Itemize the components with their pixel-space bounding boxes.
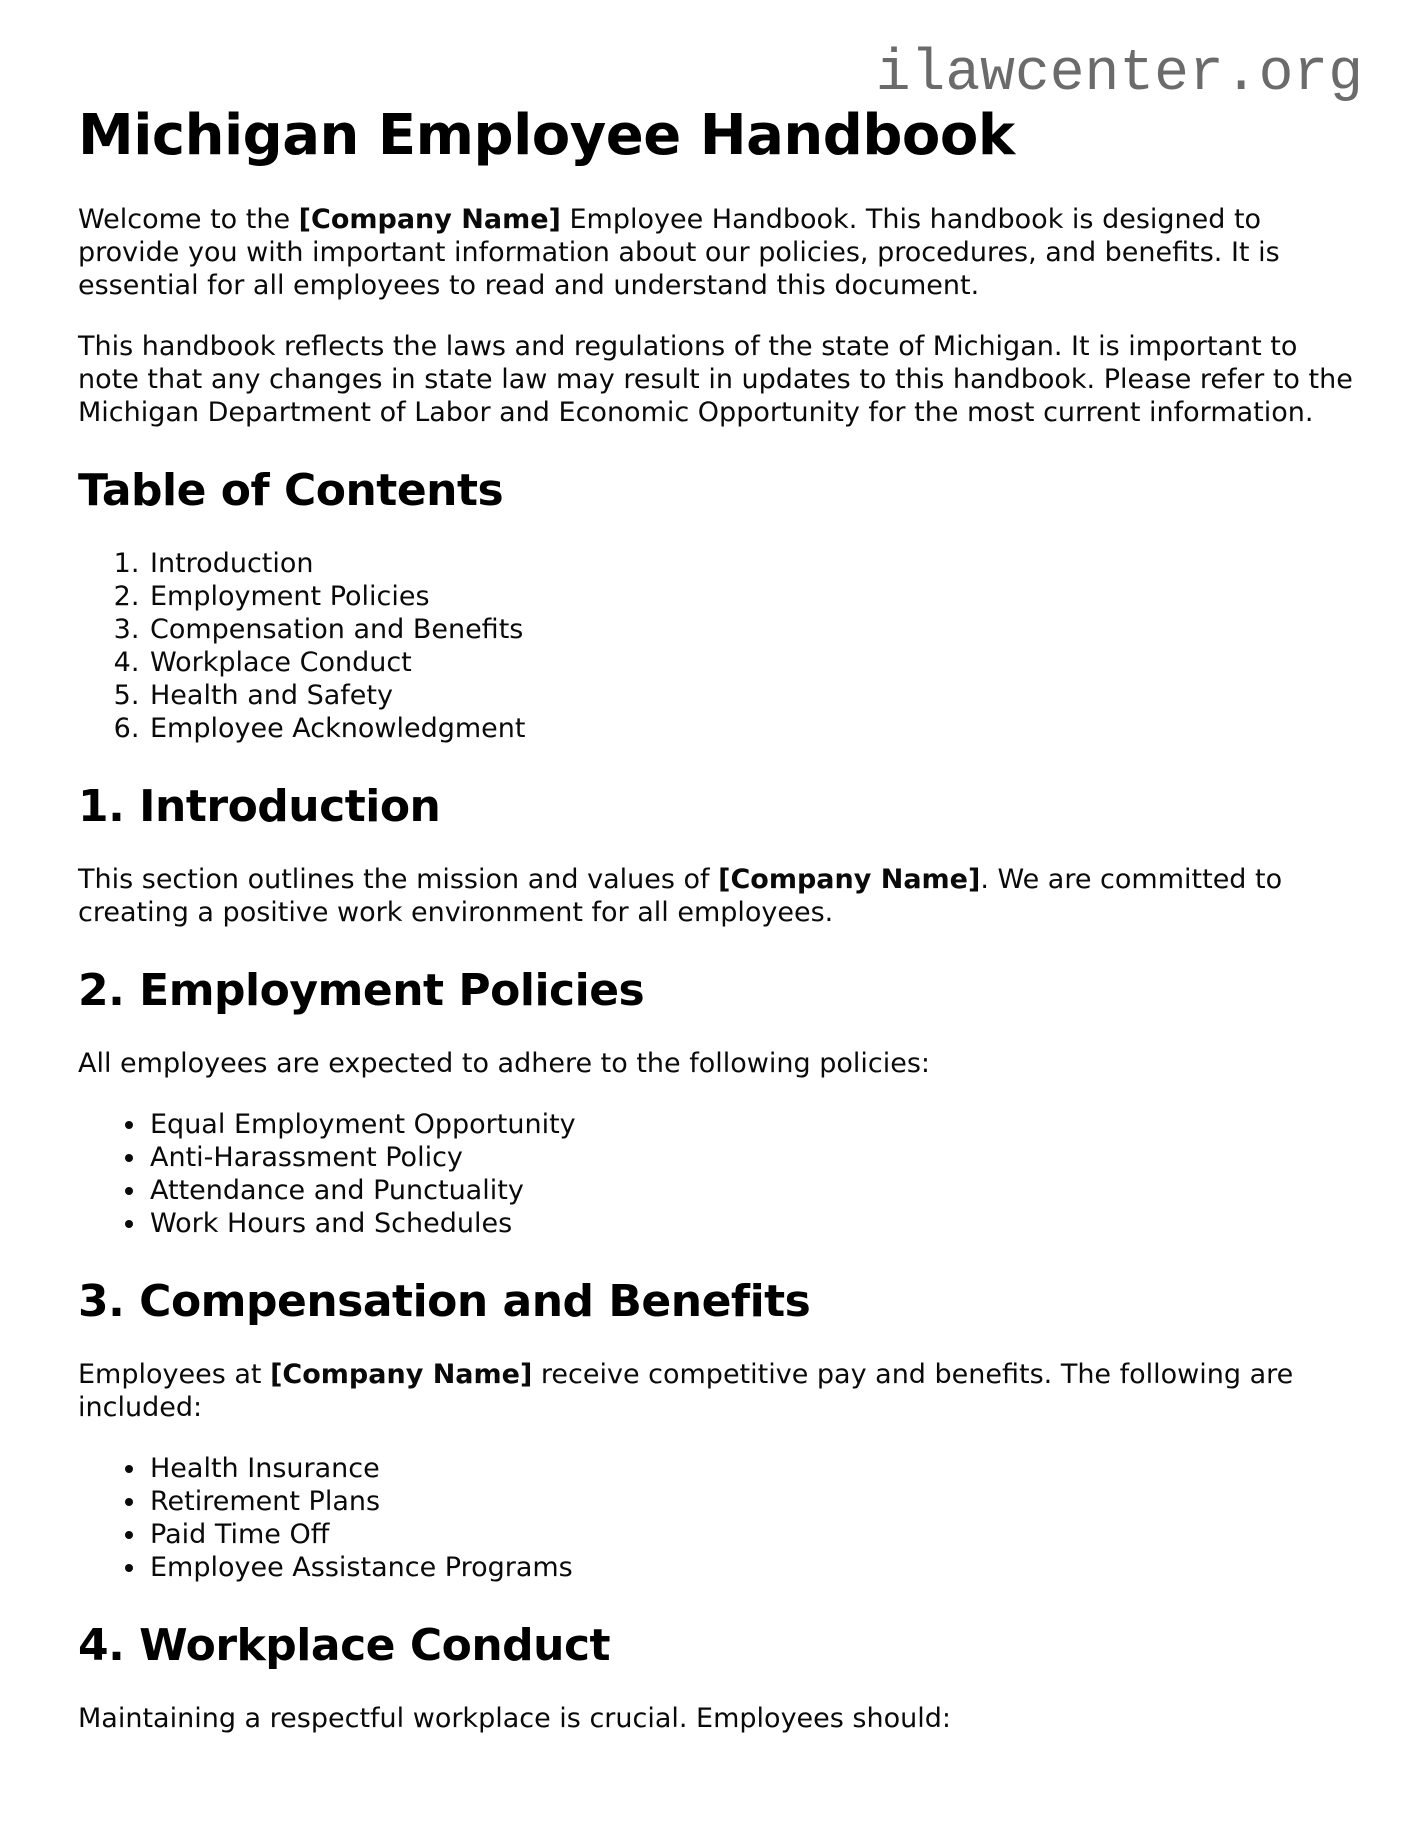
workplace-conduct-paragraph: Maintaining a respectful workplace is crucial. Employees should: [78,1703,951,1734]
list-item: • Employee Assistance Programs [148,1551,1358,1584]
text-run: Welcome to the [78,204,299,235]
section-heading-employment-policies: 2. Employment Policies [78,965,645,1016]
text-run: . We are committed to creating a positive work environment for all employees. [78,864,1283,928]
text-run: Employee Handbook. This handbook is designed to provide you with important information about our policies, procedures, and benefits. It is essential for all employees to read and understand this document. [78,204,1280,301]
company-name-placeholder: [Company Name] [718,864,981,895]
company-name-placeholder: [Company Name] [270,1359,533,1390]
text-run: Employees at [78,1359,271,1390]
toc-list [78,547,1358,745]
toc-item: 2. Employment Policies [148,580,1358,613]
toc-item: 1. Introduction [148,547,1358,580]
page-title: Michigan Employee Handbook [78,103,1015,168]
text-run: receive competitive pay and benefits. The following are included: [78,1359,1294,1423]
site-logo: ilawcenter.org [875,42,1363,107]
intro-paragraph-1 [78,203,1358,302]
intro-paragraph-2: This handbook reflects the laws and regulations of the state of Michigan. It is important to note that any changes in state law may result in updates to this handbook. Please refer to the Michigan Department of Labor and Economic Opportunity for the most current information. [78,331,1353,428]
toc-item: 4. Workplace Conduct [148,646,1358,679]
section-heading-workplace-conduct: 4. Workplace Conduct [78,1620,611,1671]
list-item: • Equal Employment Opportunity [148,1108,1358,1141]
list-item: • Retirement Plans [148,1485,1358,1518]
toc-item: 5. Health and Safety [148,679,1358,712]
list-item: • Attendance and Punctuality [148,1174,1358,1207]
company-name-placeholder: [Company Name] [298,204,561,235]
section-heading-introduction: 1. Introduction [78,781,441,832]
toc-item: 3. Compensation and Benefits [148,613,1358,646]
section-heading-compensation-benefits: 3. Compensation and Benefits [78,1276,811,1327]
list-item: • Work Hours and Schedules [148,1207,1358,1240]
toc-heading: Table of Contents [78,465,504,516]
compensation-paragraph [78,1358,1358,1424]
introduction-paragraph [78,863,1358,929]
compensation-benefits-list [78,1452,1358,1584]
employment-policies-paragraph: All employees are expected to adhere to the following policies: [78,1048,930,1079]
text-run: This section outlines the mission and values of [78,864,719,895]
list-item: • Health Insurance [148,1452,1358,1485]
employment-policies-list [78,1108,1358,1240]
toc-item: 6. Employee Acknowledgment [148,712,1358,745]
list-item: • Paid Time Off [148,1518,1358,1551]
list-item: • Anti-Harassment Policy [148,1141,1358,1174]
